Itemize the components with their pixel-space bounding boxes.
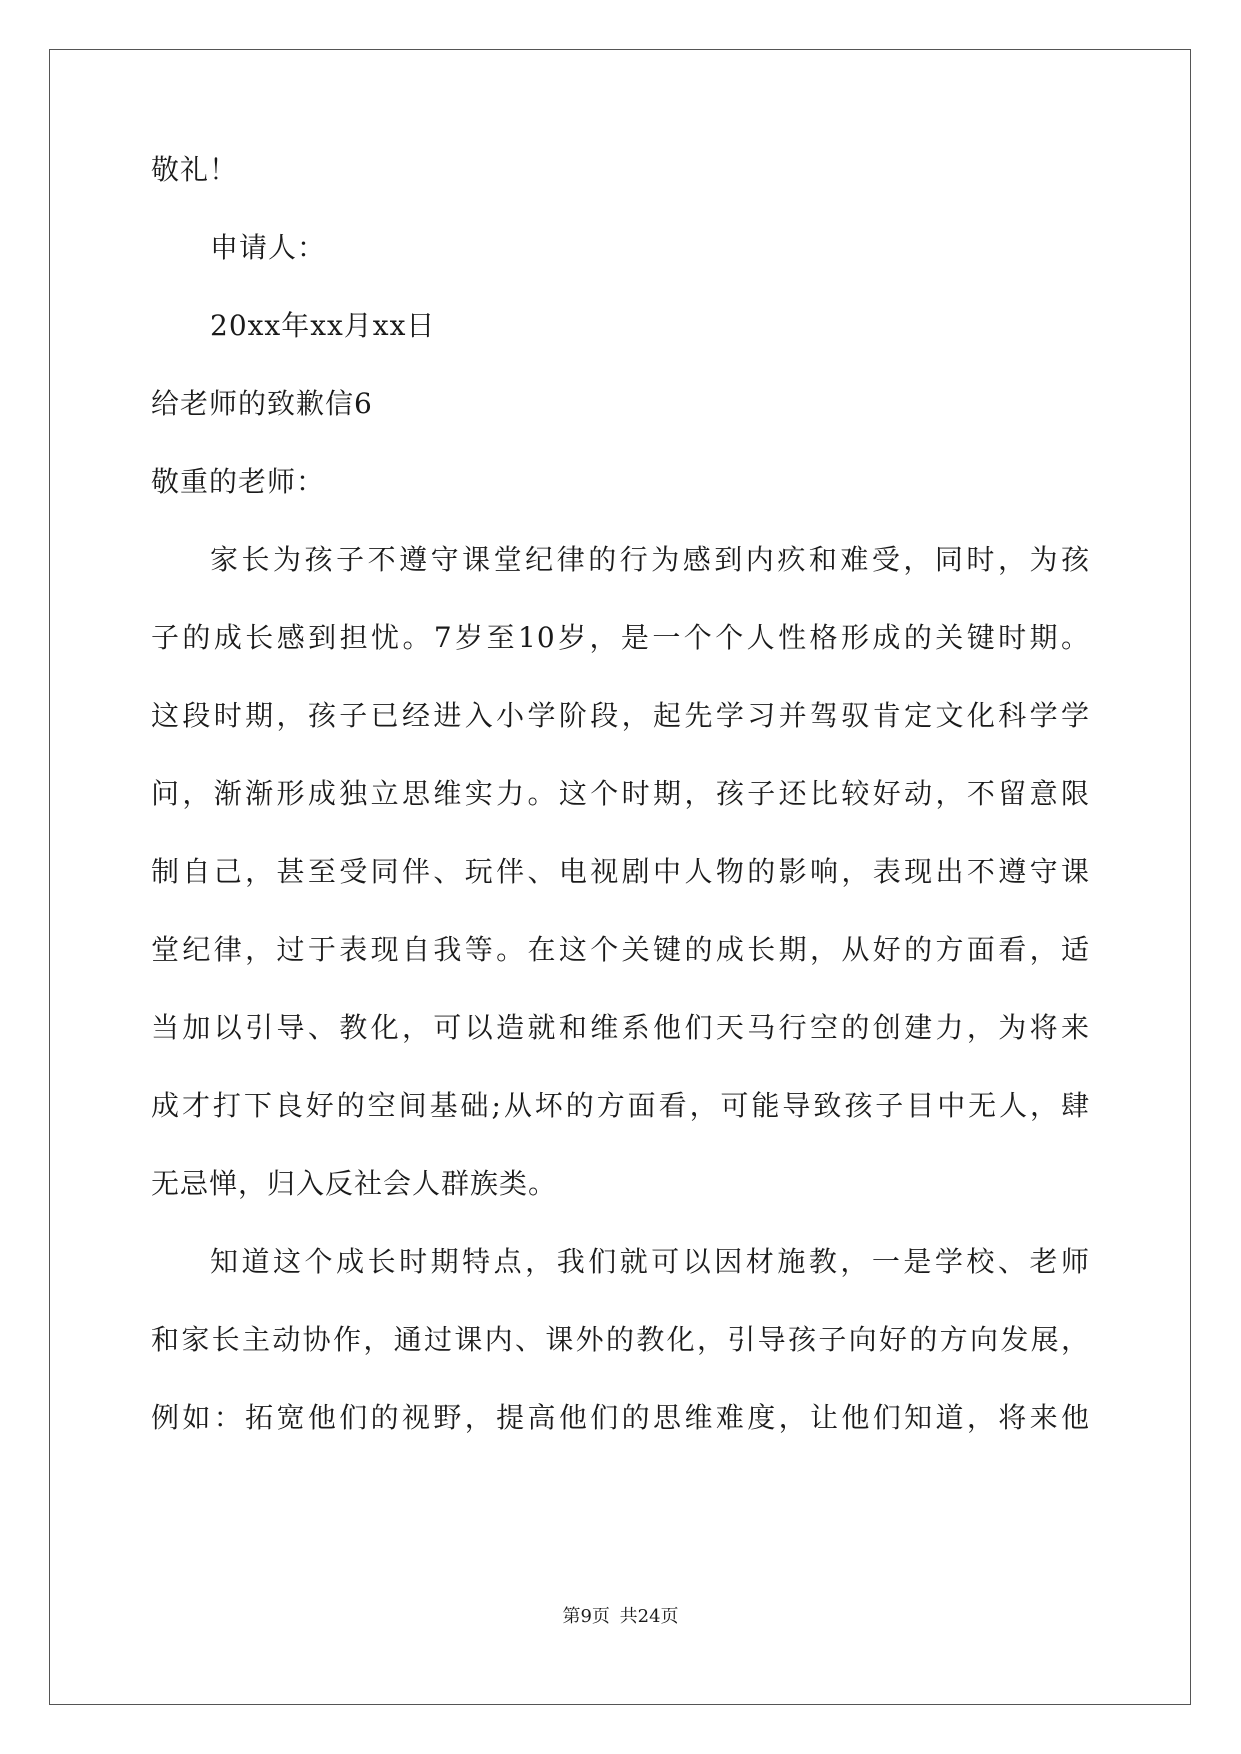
- letter-greeting: 敬重的老师：: [151, 465, 326, 498]
- page-footer: [0, 1605, 1241, 1629]
- paragraph1-line: 家长为孩子不遵守课堂纪律的行为感到内疚和难受，同时，为孩: [210, 543, 1090, 576]
- paragraph1-line: 当加以引导、教化，可以造就和维系他们天马行空的创建力，为将来: [151, 1011, 1090, 1044]
- section-title: 给老师的致歉信6: [151, 387, 373, 420]
- paragraph1-line: 问，渐渐形成独立思维实力。这个时期，孩子还比较好动，不留意限: [151, 777, 1090, 810]
- paragraph1-line: 堂纪律，过于表现自我等。在这个关键的成长期，从好的方面看，适: [151, 933, 1090, 966]
- applicant-label: 申请人：: [210, 231, 327, 264]
- paragraph2-line: 例如：拓宽他们的视野，提高他们的思维难度，让他们知道，将来他: [151, 1401, 1090, 1434]
- paragraph1-line: 成才打下良好的空间基础;从坏的方面看，可能导致孩子目中无人，肆: [151, 1089, 1090, 1122]
- paragraph2-line: 和家长主动协作，通过课内、课外的教化，引导孩子向好的方向发展，: [151, 1323, 1090, 1356]
- letter-date: 20xx年xx月xx日: [210, 309, 436, 342]
- page-total: 共24页: [619, 1606, 679, 1627]
- paragraph1-line: 这段时期，孩子已经进入小学阶段，起先学习并驾驭肯定文化科学学: [151, 699, 1090, 732]
- paragraph1-line: 子的成长感到担忧。7岁至10岁，是一个个人性格形成的关键时期。: [151, 621, 1090, 654]
- salutation-closing: 敬礼！: [151, 153, 239, 186]
- paragraph2-line: 知道这个成长时期特点，我们就可以因材施教，一是学校、老师: [210, 1245, 1090, 1278]
- page-number: 第9页: [562, 1606, 610, 1627]
- paragraph1-line: 无忌惮，归入反社会人群族类。: [151, 1167, 558, 1200]
- paragraph1-line: 制自己，甚至受同伴、玩伴、电视剧中人物的影响，表现出不遵守课: [151, 855, 1090, 888]
